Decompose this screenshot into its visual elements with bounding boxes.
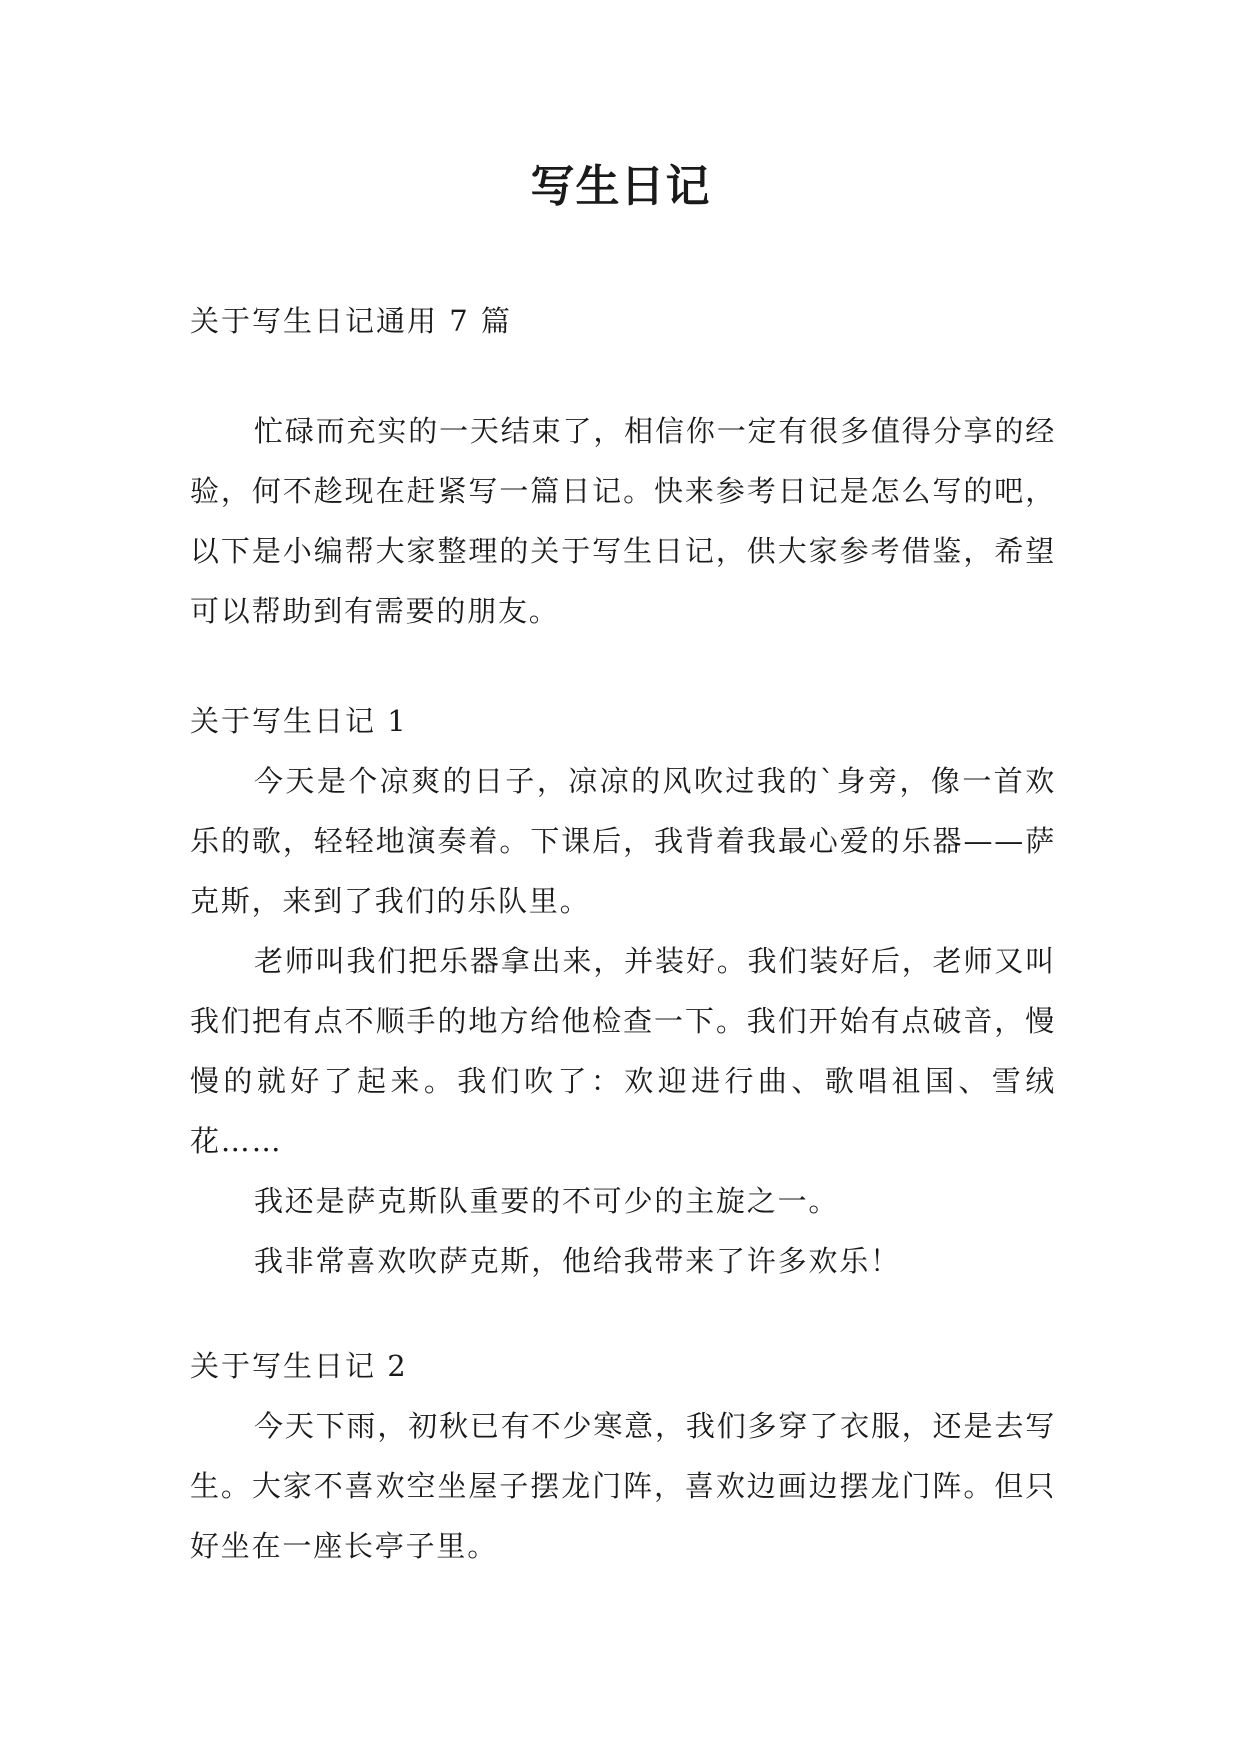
- section-heading: 关于写生日记 1: [190, 704, 408, 738]
- section-paragraph: 今天是个凉爽的日子，凉凉的风吹过我的`身旁，像一首欢乐的歌，轻轻地演奏着。下课后，我背着我最心爱的乐器——萨克斯，来到了我们的乐队里。: [190, 764, 1056, 918]
- document-title: 写生日记: [530, 161, 711, 212]
- intro-paragraph: 忙碌而充实的一天结束了，相信你一定有很多值得分享的经验，何不趁现在赶紧写一篇日记。快来参考日记是怎么写的吧，以下是小编帮大家整理的关于写生日记，供大家参考借鉴，希望可以帮助到有需要的朋友。: [190, 414, 1056, 628]
- spacer: [190, 641, 1056, 691]
- section-paragraph: 我还是萨克斯队重要的不可少的主旋之一。: [254, 1184, 840, 1218]
- document-subtitle: 关于写生日记通用 7 篇: [190, 304, 512, 338]
- spacer: [190, 1291, 1056, 1336]
- section-2: [190, 1336, 1056, 1576]
- section-paragraph: 今天下雨，初秋已有不少寒意，我们多穿了衣服，还是去写生。大家不喜欢空坐屋子摆龙门阵，喜欢边画边摆龙门阵。但只好坐在一座长亭子里。: [190, 1409, 1056, 1563]
- section-paragraph: 我非常喜欢吹萨克斯，他给我带来了许多欢乐！: [254, 1244, 901, 1278]
- section-1: [190, 691, 1056, 1291]
- spacer: [190, 351, 1056, 401]
- section-heading: 关于写生日记 2: [190, 1349, 408, 1383]
- section-paragraph: 老师叫我们把乐器拿出来，并装好。我们装好后，老师又叫我们把有点不顺手的地方给他检查一下。我们开始有点破音，慢慢的就好了起来。我们吹了：欢迎进行曲、歌唱祖国、雪绒花……: [190, 944, 1056, 1158]
- document-body: [190, 291, 1056, 1576]
